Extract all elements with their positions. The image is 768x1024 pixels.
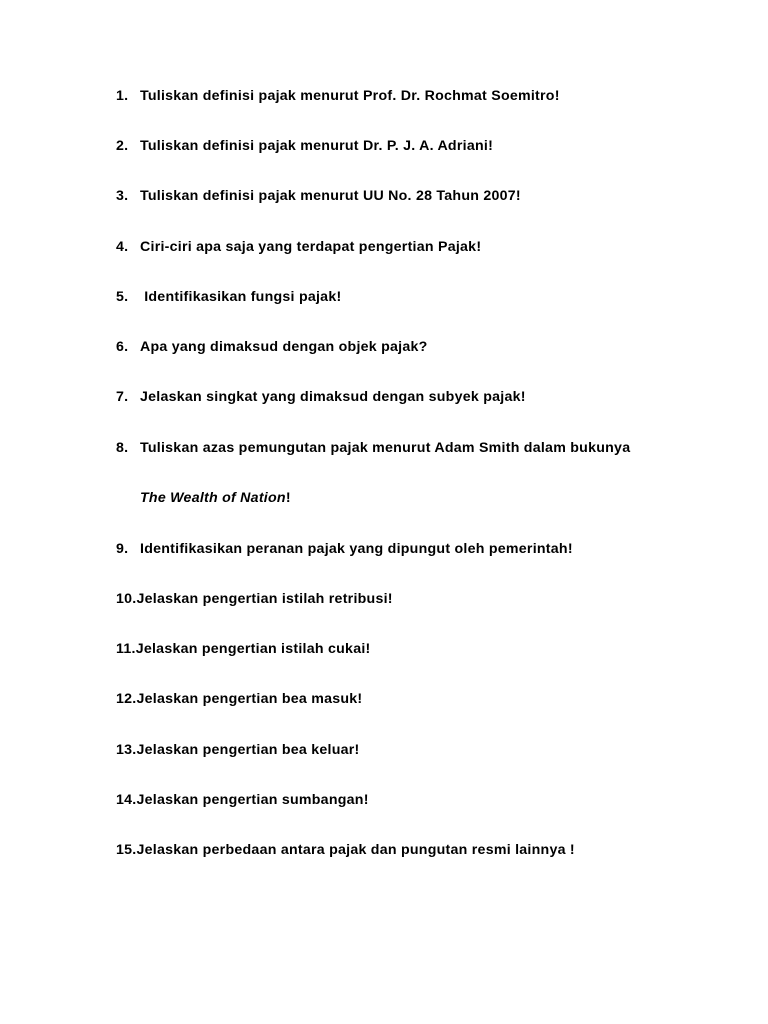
question-text: Identifikasikan fungsi pajak!: [140, 289, 342, 305]
question-number: 11.: [116, 641, 136, 657]
question-item: [116, 791, 716, 809]
question-text: Tuliskan definisi pajak menurut Prof. Dr. Rochmat Soemitro!: [140, 88, 560, 104]
question-number: 15.: [116, 842, 137, 858]
question-item: [116, 87, 716, 105]
question-number: 5.: [116, 289, 129, 305]
question-number: 3.: [116, 188, 129, 204]
question-item: [116, 238, 716, 256]
question-item: [116, 841, 716, 859]
question-number: 8.: [116, 440, 129, 456]
question-text: Jelaskan pengertian bea masuk!: [136, 691, 363, 707]
question-item: [116, 640, 716, 658]
question-text: Ciri-ciri apa saja yang terdapat pengertian Pajak!: [140, 239, 482, 255]
question-text: Jelaskan pengertian sumbangan!: [136, 792, 369, 808]
question-text: Jelaskan singkat yang dimaksud dengan subyek pajak!: [140, 389, 526, 405]
question-text: Identifikasikan peranan pajak yang dipungut oleh pemerintah!: [140, 541, 573, 557]
question-number: 4.: [116, 239, 129, 255]
question-item: [116, 590, 716, 608]
question-item: [116, 690, 716, 708]
question-number: 6.: [116, 339, 129, 355]
question-item: [116, 137, 716, 155]
question-text: Tuliskan azas pemungutan pajak menurut Adam Smith dalam bukunya: [140, 440, 631, 456]
continuation-suffix: !: [285, 490, 291, 506]
question-number: 14.: [116, 792, 137, 808]
question-item: [116, 439, 716, 457]
question-number: 1.: [116, 88, 129, 104]
book-title: The Wealth of Nation: [140, 490, 286, 506]
question-text: Apa yang dimaksud dengan objek pajak?: [140, 339, 428, 355]
question-number: 12.: [116, 691, 137, 707]
question-text: Jelaskan pengertian bea keluar!: [136, 742, 360, 758]
question-number: 13.: [116, 742, 137, 758]
question-number: 7.: [116, 389, 129, 405]
question-item: [116, 540, 716, 558]
question-number: 9.: [116, 541, 129, 557]
question-item: [116, 741, 716, 759]
question-number: 2.: [116, 138, 129, 154]
question-text: Jelaskan pengertian istilah retribusi!: [136, 591, 393, 607]
question-item: [116, 288, 716, 306]
question-item: [116, 187, 716, 205]
question-number: 10.: [116, 591, 137, 607]
question-item: [116, 388, 716, 406]
question-continuation: [140, 489, 291, 507]
question-text: Tuliskan definisi pajak menurut Dr. P. J. A. Adriani!: [140, 138, 494, 154]
question-text: Jelaskan pengertian istilah cukai!: [135, 641, 371, 657]
question-text: Tuliskan definisi pajak menurut UU No. 28 Tahun 2007!: [140, 188, 521, 204]
question-item: [116, 338, 716, 356]
question-text: Jelaskan perbedaan antara pajak dan pungutan resmi lainnya !: [136, 842, 575, 858]
